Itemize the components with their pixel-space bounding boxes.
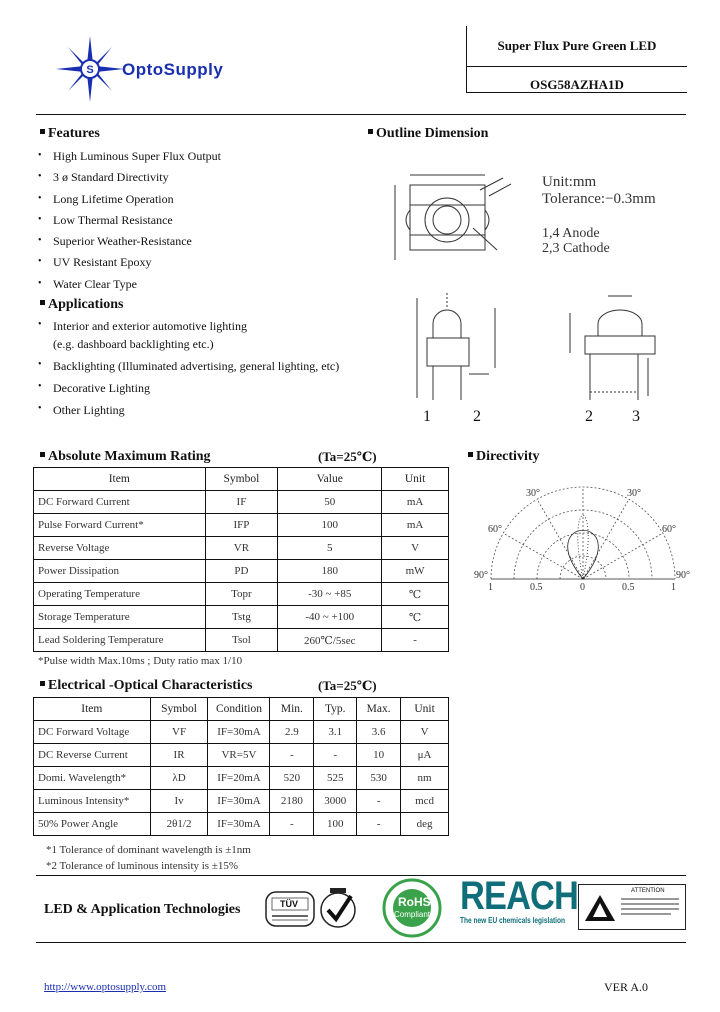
- esd-warning-icon: [583, 893, 617, 923]
- list-item: • Decorative Lighting: [38, 381, 150, 395]
- outline-heading: Outline Dimension: [368, 126, 488, 142]
- pin-label-2: 2: [473, 408, 481, 425]
- angle-label: 30°: [526, 488, 540, 499]
- star-logo-icon: [48, 34, 128, 104]
- outline-side-view-drawing: [385, 288, 515, 408]
- eo-table: [33, 697, 449, 836]
- table-header-row: Item Symbol Condition Min. Typ. Max. Unit: [34, 698, 449, 721]
- pin-label-4: 3: [632, 408, 640, 425]
- col-header: Item: [34, 468, 206, 491]
- outline-unit: Unit:mm: [542, 174, 597, 190]
- list-item: • UV Resistant Epoxy: [38, 255, 338, 276]
- list-item: • Superior Weather-Resistance: [38, 234, 338, 255]
- product-title: Super Flux Pure Green LED: [497, 38, 657, 53]
- eo-footnote-1: *1 Tolerance of dominant wavelength is ±1nm: [46, 844, 251, 856]
- company-name: LED & Application Technologies: [44, 902, 241, 917]
- features-list: [38, 149, 338, 298]
- outline-top-view-drawing: [385, 160, 535, 280]
- table-row: 50% Power Angle 2θ1/2 IF=30mA - 100 - deg: [34, 813, 449, 836]
- axis-label: 0.5: [530, 582, 543, 593]
- table-row: Luminous Intensity* Iv IF=30mA 2180 3000 - mcd: [34, 790, 449, 813]
- pin-label-1: 1: [423, 408, 431, 425]
- directivity-heading: Directivity: [468, 449, 540, 465]
- angle-label: 60°: [488, 524, 502, 535]
- list-item: • 3 ø Standard Directivity: [38, 170, 338, 191]
- axis-label: 0.5: [622, 582, 635, 593]
- applications-list: [38, 319, 368, 425]
- eo-condition: (Ta=25℃): [318, 678, 377, 693]
- eo-heading: Electrical -Optical Characteristics: [40, 678, 252, 694]
- footer-divider-bottom: [36, 942, 686, 943]
- list-item: • Interior and exterior automotive lighting: [38, 319, 247, 333]
- table-row: Lead Soldering Temperature Tsol 260℃/5sec -: [34, 629, 449, 652]
- table-row: Storage Temperature Tstg -40 ~ +100 ℃: [34, 606, 449, 629]
- abs-max-footnote: *Pulse width Max.10ms ; Duty ratio max 1/10: [38, 655, 243, 667]
- svg-text:S: S: [86, 64, 94, 76]
- outline-anode: 1,4 Anode: [542, 226, 600, 241]
- abs-max-condition: (Ta=25℃): [318, 449, 377, 464]
- table-row: Operating Temperature Topr -30 ~ +85 ℃: [34, 583, 449, 606]
- list-item: • High Luminous Super Flux Output: [38, 149, 338, 170]
- tuv-certification-logo: TÜV: [264, 888, 316, 930]
- table-row: DC Reverse Current IR VR=5V - - 10 μA: [34, 744, 449, 767]
- list-item: • Water Clear Type: [38, 277, 338, 298]
- pin-label-3: 2: [585, 408, 593, 425]
- table-row: DC Forward Current IF 50 mA: [34, 491, 449, 514]
- reach-logo: REACH The new EU chemicals legislation: [460, 874, 579, 925]
- brand-logo: [48, 34, 278, 104]
- abs-max-heading: Absolute Maximum Rating: [40, 449, 211, 465]
- list-item: • Low Thermal Resistance: [38, 213, 338, 234]
- outline-front-view-drawing: [560, 288, 690, 408]
- part-number: OSG58AZHA1D: [530, 77, 624, 92]
- table-row: Reverse Voltage VR 5 V: [34, 537, 449, 560]
- table-row: Pulse Forward Current* IFP 100 mA: [34, 514, 449, 537]
- version-label: VER A.0: [604, 980, 649, 994]
- esd-attention-label: ATTENTION: [578, 884, 686, 930]
- eo-footnote-2: *2 Tolerance of luminous intensity is ±15%: [46, 860, 239, 872]
- brand-name: OptoSupply: [122, 60, 224, 79]
- directivity-polar-chart: [470, 474, 700, 604]
- list-item: • Backlighting (Illuminated advertising, general lighting, etc): [38, 359, 340, 373]
- axis-label: 1: [671, 582, 676, 593]
- col-header: Symbol: [205, 468, 278, 491]
- table-row: DC Forward Voltage VF IF=30mA 2.9 3.1 3.6 V: [34, 721, 449, 744]
- list-item-sub: (e.g. dashboard backlighting etc.): [53, 337, 214, 351]
- angle-label: 60°: [662, 524, 676, 535]
- header-divider: [36, 114, 686, 115]
- rohs-logo: RoHS Compliant: [376, 878, 448, 938]
- col-header: Value: [278, 468, 382, 491]
- axis-label: 0: [580, 582, 585, 593]
- list-item: • Other Lighting: [38, 403, 125, 417]
- features-heading: Features: [40, 126, 100, 142]
- angle-label: 30°: [627, 488, 641, 499]
- table-header-row: [34, 468, 449, 491]
- website-link[interactable]: http://www.optosupply.com: [44, 981, 167, 993]
- footer-divider-top: [36, 875, 686, 876]
- angle-label: 90°: [474, 570, 488, 581]
- iso-check-logo-icon: [318, 886, 358, 930]
- table-row: Power Dissipation PD 180 mW: [34, 560, 449, 583]
- abs-max-table: [33, 467, 449, 652]
- axis-label: 1: [488, 582, 493, 593]
- table-row: Domi. Wavelength* λD IF=20mA 520 525 530 nm: [34, 767, 449, 790]
- outline-tolerance: Tolerance:−0.3mm: [542, 191, 656, 207]
- applications-heading: Applications: [40, 297, 123, 313]
- list-item: • Long Lifetime Operation: [38, 192, 338, 213]
- angle-label: 90°: [676, 570, 690, 581]
- col-header: Unit: [382, 468, 449, 491]
- title-box: [466, 26, 687, 93]
- outline-cathode: 2,3 Cathode: [542, 241, 610, 256]
